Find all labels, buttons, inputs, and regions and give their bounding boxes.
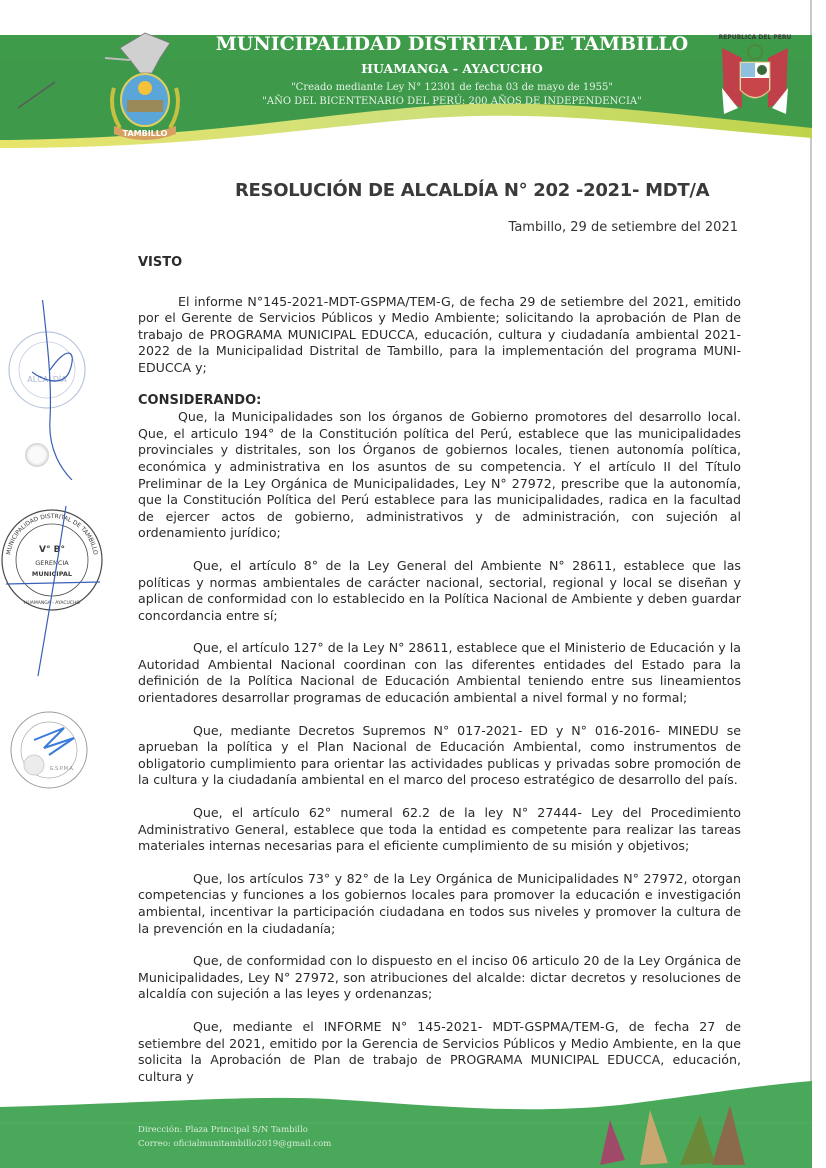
considerando-paragraph: Que, mediante el INFORME N° 145-2021- MDT-GSPMA/TEM-G, de fecha 27 de setiembre del 2021, emitido por la Gerencia de Servicios Públicos y Medio Ambiente, en la que solicita la Aprobación de Plan de trabajo de PROGRAMA MUNICIPAL EDUCCA, educación, cultura y	[138, 1018, 741, 1084]
creation-law-line: "Creado mediante Ley N° 12301 de fecha 03 de mayo de 1955"	[291, 82, 613, 93]
considerando-paragraph: Que, el artículo 127° de la Ley N° 28611, establece que el Ministerio de Educación y la Autoridad Ambiental Nacional coordinan con las diferentes entidades del Estado para la definición de la Política Nacional de Educación Ambiental teniendo entre sus lineamientos orientadores desarrollar programas de educación ambiental a nivel formal y no formal;	[138, 640, 741, 706]
gerencia-stamp-line2: GERENCIA	[35, 559, 69, 567]
year-motto-line: "AÑO DEL BICENTENARIO DEL PERÚ: 200 AÑOS DE INDEPENDENCIA"	[262, 96, 642, 107]
gerencia-municipal-stamp	[0, 506, 110, 686]
document-body	[138, 255, 741, 1085]
footer-email: Correo: oficialmunitambillo2019@gmail.com	[138, 1139, 332, 1149]
considerando-paragraph: Que, la Municipalidades son los órganos de Gobierno promotores del desarrollo local. Que, el articulo 194° de la Constitución política del Perú, establece que las municipalidades provinciales y distritales, son los Órganos de gobiernos locales, tienen autonomía política, económica y administrativa en los asuntos de su competencia. Y el artículo II del Título Preliminar de la Ley Orgánica de Municipalidades, Ley N° 27972, prescribe que la autonomía, que la Constitución Política del Perú establece para las municipalidades, radica en la facultad de ejercer actos de gobierno, administrativos y de administración, con sujeción al ordenamiento jurídico;	[138, 409, 741, 541]
sun-icon	[138, 81, 152, 95]
considerando-paragraph: Que, mediante Decretos Supremos N° 017-2021- ED y N° 016-2016- MINEDU se aprueban la política y el Plan Nacional de Educación Ambiental, como instrumentos de obligatorio cumplimiento para orientar las actividades publicas y privadas sobre promoción de la cultura y la ciudadanía ambiental en el marco del proceso estratégico de desarrollo del país.	[138, 722, 741, 788]
considerando-paragraph: Que, de conformidad con lo dispuesto en el inciso 06 articulo 20 de la Ley Orgánica de Municipalidades, Ley N° 27972, son atribuciones del alcalde: dictar decretos y resoluciones de alcaldía con sujeción a las leyes y ordenanzas;	[138, 953, 741, 1002]
alcaldia-stamp-label: ALCALDÍA	[27, 375, 67, 384]
gerencia-stamp-bottom-text: HUAMANGA - AYACUCHO	[24, 601, 80, 606]
footer-address: Dirección: Plaza Principal S/N Tambillo	[138, 1125, 308, 1135]
gerencia-stamp-vobo: V° B°	[39, 545, 65, 555]
gerencia-stamp-line3: MUNICIPAL	[31, 570, 73, 578]
laurel-wreath-icon	[748, 45, 762, 59]
considerando-paragraph: Que, el artículo 62° numeral 62.2 de la ley N° 27444- Ley del Procedimiento Administrativo General, establece que toda la entidad es competente para realizar las tareas materiales internas necesarias para el eficiente cumplimiento de su misión y objetivos;	[138, 805, 741, 854]
municipality-location: HUAMANGA - AYACUCHO	[361, 61, 543, 76]
resolution-title: RESOLUCIÓN DE ALCALDÍA N° 202 -2021- MDT/A	[235, 180, 710, 201]
gspma-stamp-label: G.S.P.M.A.	[49, 766, 75, 772]
considerando-paragraph: Que, los artículos 73° y 82° de la Ley Orgánica de Municipalidades N° 27972, otorgan competencias y funciones a los gobiernos locales para promover la educación e investigación ambiental, incentivar la participación ciudadana en todos sus niveles y promover la cultura de la prevención en la ciudadanía;	[138, 870, 741, 936]
gerencia-stamp-ring-text: MUNICIPALIDAD DISTRITAL DE TAMBILLO	[5, 512, 99, 556]
peru-coat-of-arms	[712, 28, 798, 124]
resolution-date: Tambillo, 29 de setiembre del 2021	[508, 220, 738, 235]
punch-hole	[25, 443, 49, 467]
letterhead-text-block	[196, 32, 708, 108]
visto-heading: VISTO	[138, 255, 183, 270]
gspma-stamp	[4, 710, 104, 804]
letterhead-banner	[0, 20, 812, 150]
considerando-paragraph: Que, el artículo 8° de la Ley General del Ambiente N° 28611, establece que las políticas y normas ambientales de carácter nacional, sectorial, regional y local se diseñan y aplican de conformidad con lo establecido en la Política Nacional de Ambiente y deben guardar concordancia entre sí;	[138, 557, 741, 623]
tambillo-logo	[100, 28, 190, 152]
logo-right-label: REPUBLICA DEL PERU	[718, 34, 792, 41]
signature-stroke	[38, 506, 66, 676]
letterhead-footer	[0, 1075, 812, 1168]
signature-stroke	[34, 728, 74, 755]
considerando-heading: CONSIDERANDO:	[138, 392, 262, 408]
alcaldia-stamp	[2, 300, 122, 484]
page-edge-line	[810, 0, 812, 1168]
municipality-name: MUNICIPALIDAD DISTRITAL DE TAMBILLO	[215, 33, 689, 55]
condor-icon	[120, 33, 170, 73]
logo-left-label: TAMBILLO	[122, 129, 168, 138]
cinchona-tree-icon	[757, 65, 767, 75]
visto-paragraph: El informe N°145-2021-MDT-GSPMA/TEM-G, de fecha 29 de setiembre del 2021, emitido por el Gerente de Servicios Públicos y Medio Ambiente; solicitando la aprobación de Plan de trabajo de PROGRAMA MUNICIPAL EDUCCA, educación, cultura y ciudadanía ambiental 2021-2022 de la Municipalidad Distrital de Tambillo, para la implementación del programa MUNI-EDUCCA y;	[138, 293, 741, 375]
